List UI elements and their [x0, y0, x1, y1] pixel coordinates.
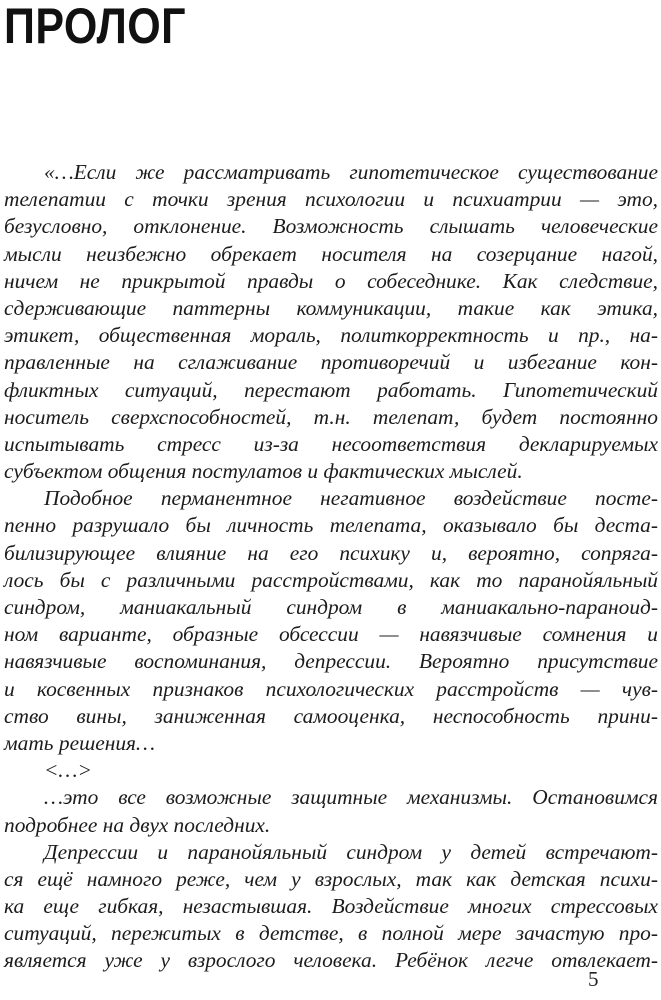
text-line: подробнее на двух последних. [4, 812, 271, 837]
text-line: правленные на сглаживание противоречий и избегание кон- [4, 350, 658, 375]
text-line: ство вины, заниженная самооценка, неспособность прини- [4, 703, 658, 728]
text-line: носитель сверхспособностей, т.н. телепат, будет постоянно [4, 404, 658, 429]
text-line: пенно разрушало бы личность телепата, оказывало бы деста- [4, 513, 658, 538]
text-line: Депрессии и паранойяльный синдром у детей встречают- [44, 839, 658, 864]
text-line: ситуаций, пережитых в детстве, в полной мере зачастую про- [4, 921, 658, 946]
text-line: лось бы с различными расстройствами, как то паранойяльный [4, 567, 658, 592]
text-line: ся ещё намного реже, чем у взрослых, так как детская психи- [4, 866, 658, 891]
text-line: билизирующее влияние на его психику и, вероятно, сопряга- [4, 540, 658, 565]
text-line: ничем не прикрытой правды о собеседнике. Как следствие, [4, 268, 658, 293]
text-line: испытывать стресс из-за несоответствия декларируемых [4, 431, 658, 456]
text-line: телепатии с точки зрения психологии и психиатрии — это, [4, 187, 658, 212]
text-line: и косвенных признаков психологических расстройств — чув- [4, 676, 658, 701]
chapter-title: ПРОЛОГ [4, 0, 186, 54]
text-line: этикет, общественная мораль, политкорректность и пр., на- [4, 323, 658, 348]
text-line: мать решения… [4, 730, 155, 755]
text-line: субъектом общения постулатов и фактических мыслей. [4, 459, 523, 484]
text-line: Подобное перманентное негативное воздействие посте- [44, 486, 658, 511]
page-number: 5 [588, 967, 599, 991]
text-line: ка еще гибкая, незастывшая. Воздействие многих стрессовых [4, 894, 658, 919]
body-text [4, 159, 658, 975]
text-line: …это все возможные защитные механизмы. Остановимся [44, 785, 658, 810]
text-line: навязчивые воспоминания, депрессии. Вероятно присутствие [4, 649, 658, 674]
text-line: является уже у взрослого человека. Ребёнок легче отвлекает- [4, 948, 658, 973]
text-line: синдром, маниакальный синдром в маниакально-параноид- [4, 595, 658, 619]
text-line: фликтных ситуаций, перестают работать. Гипотетический [4, 377, 658, 402]
text-line: <…> [44, 758, 92, 783]
text-line: мысли неизбежно обрекает носителя на созерцание нагой, [4, 241, 658, 266]
text-line: «…Если же рассматривать гипотетическое существование [44, 160, 658, 184]
text-line: сдерживающие паттерны коммуникации, такие как этика, [4, 295, 658, 320]
text-line: ном варианте, образные обсессии — навязчивые сомнения и [4, 622, 658, 647]
text-line: безусловно, отклонение. Возможность слышать человеческие [4, 214, 658, 239]
